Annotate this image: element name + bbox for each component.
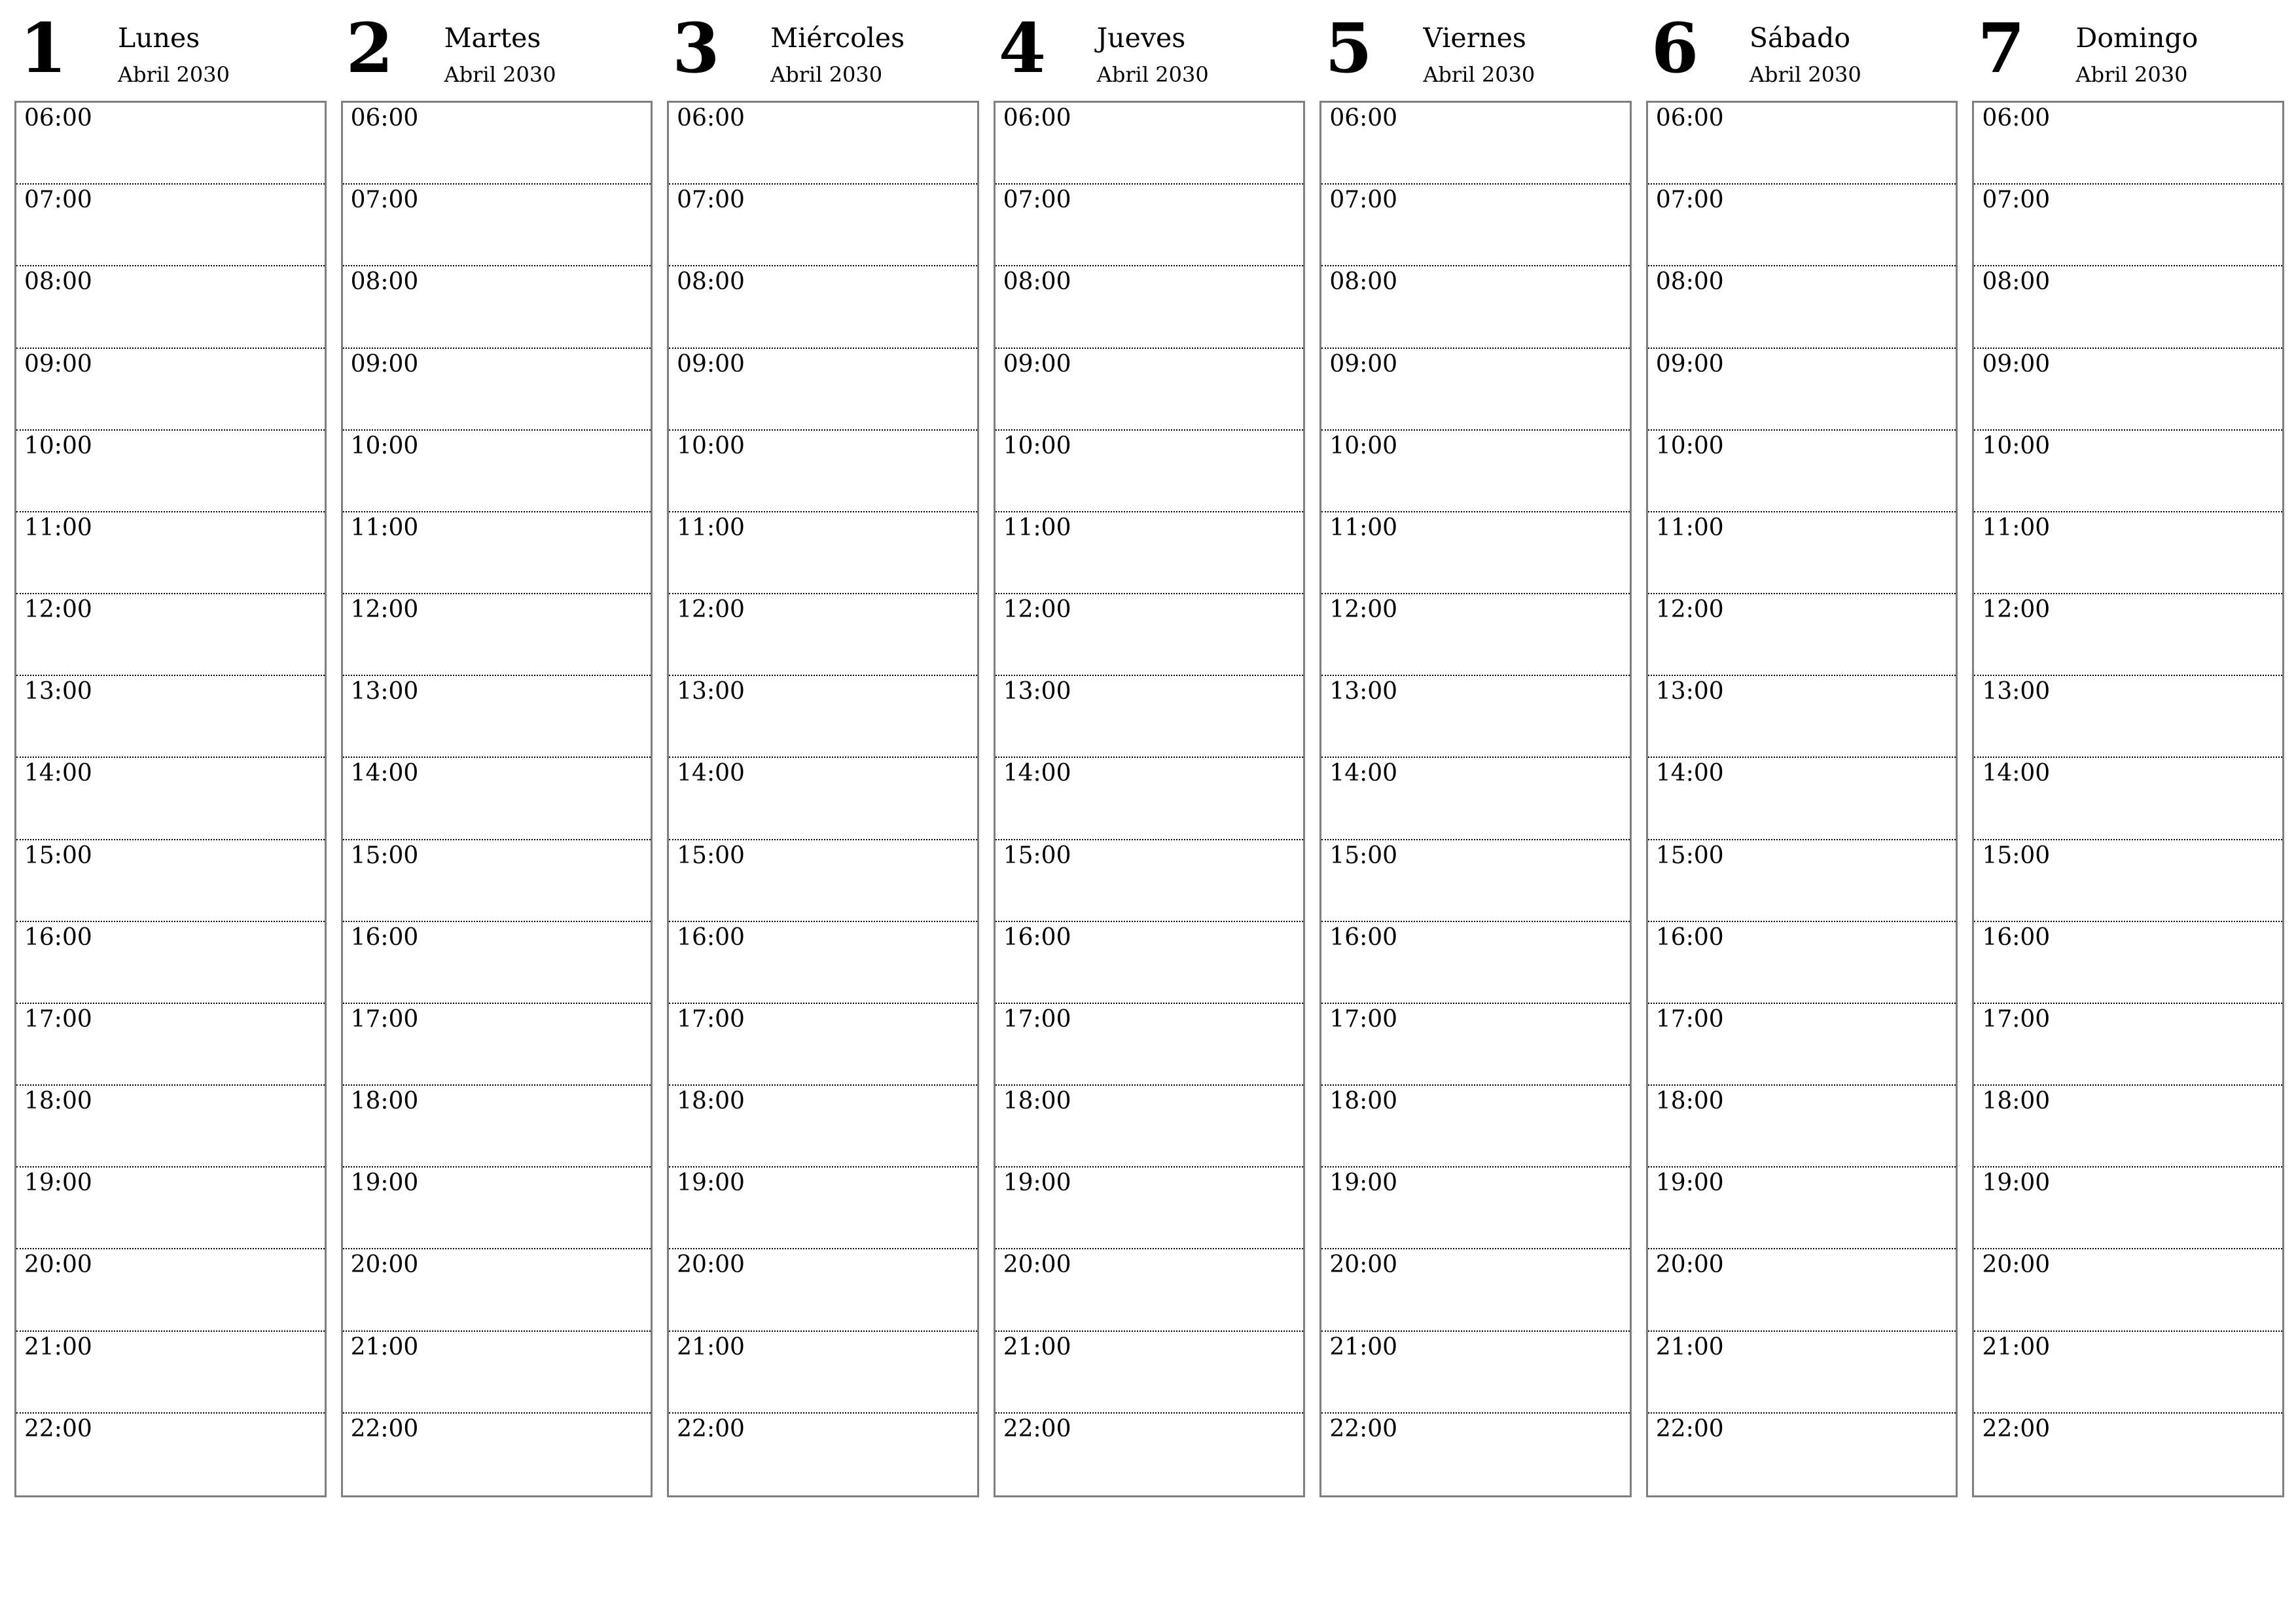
day-month: Abril 2030 [1423,62,1535,87]
hour-label: 07:00 [1329,187,1398,214]
hour-label: 17:00 [350,1005,419,1033]
hour-label: 21:00 [24,1333,92,1361]
hour-label: 09:00 [1003,350,1071,378]
hour-label: 22:00 [1003,1415,1071,1442]
hour-label: 09:00 [1982,350,2051,378]
day-column [1319,0,1632,1499]
hour-label: 12:00 [1982,596,2051,624]
hour-label: 11:00 [1982,514,2051,541]
hour-label: 12:00 [677,596,745,624]
day-number: 7 [1977,8,2025,88]
hour-slot[interactable] [1648,1086,1956,1168]
hour-slot[interactable] [669,594,977,676]
hour-label: 14:00 [350,760,419,787]
hour-slot[interactable] [996,185,1304,266]
hour-slot[interactable] [1321,266,1630,348]
hour-slot[interactable] [996,103,1304,185]
hour-label: 22:00 [24,1415,92,1442]
hour-label: 17:00 [1982,1005,2051,1033]
hour-slot[interactable] [16,676,325,758]
hour-slot[interactable] [1974,349,2282,431]
hour-label: 14:00 [1655,760,1724,787]
hour-slot[interactable] [669,1332,977,1414]
hour-label: 19:00 [1982,1169,2051,1197]
hour-label: 15:00 [24,842,92,869]
hour-slot[interactable] [343,185,651,266]
hour-slot[interactable] [1321,1332,1630,1414]
hour-label: 13:00 [350,678,419,705]
hour-label: 11:00 [350,514,419,541]
hour-slot[interactable] [16,266,325,348]
day-name: Miércoles [770,22,905,54]
day-month: Abril 2030 [2075,62,2188,87]
hour-label: 14:00 [24,760,92,787]
day-name: Martes [444,22,541,54]
hour-slot[interactable] [669,349,977,431]
hour-label: 22:00 [350,1415,419,1442]
hour-label: 19:00 [24,1169,92,1197]
hour-slot[interactable] [669,1249,977,1331]
hour-slot[interactable] [1321,594,1630,676]
hour-label: 18:00 [24,1088,92,1115]
hour-slots [667,101,979,1497]
hour-label: 15:00 [350,842,419,869]
hour-slot[interactable] [1321,758,1630,840]
hour-label: 20:00 [1655,1251,1724,1279]
hour-label: 18:00 [350,1088,419,1115]
hour-slot[interactable] [1974,1086,2282,1168]
hour-label: 15:00 [1003,842,1071,869]
day-name: Domingo [2075,22,2198,54]
hour-slot[interactable] [996,676,1304,758]
hour-slot[interactable] [669,266,977,348]
hour-slot[interactable] [1974,266,2282,348]
hour-label: 06:00 [1655,105,1724,132]
hour-label: 07:00 [24,187,92,214]
hour-slot[interactable] [669,1004,977,1086]
day-month: Abril 2030 [770,62,883,87]
hour-slot[interactable] [996,349,1304,431]
hour-slot[interactable] [669,185,977,266]
day-month: Abril 2030 [444,62,556,87]
hour-slot[interactable] [1974,512,2282,594]
hour-label: 22:00 [1655,1415,1724,1442]
hour-slot[interactable] [1648,840,1956,922]
hour-slots [14,101,327,1497]
day-column [341,0,653,1499]
hour-slot[interactable] [1974,1249,2282,1331]
hour-label: 12:00 [24,596,92,624]
hour-label: 17:00 [1329,1005,1398,1033]
hour-slot[interactable] [1321,103,1630,185]
day-number: 2 [346,8,393,88]
hour-slot[interactable] [1321,840,1630,922]
hour-slot[interactable] [1648,266,1956,348]
hour-label: 12:00 [1003,596,1071,624]
hour-label: 14:00 [1329,760,1398,787]
hour-slot[interactable] [1321,1004,1630,1086]
hour-label: 20:00 [677,1251,745,1279]
hour-label: 07:00 [350,187,419,214]
hour-label: 18:00 [1003,1088,1071,1115]
hour-slot[interactable] [343,266,651,348]
hour-slot[interactable] [16,431,325,512]
day-column [994,0,1306,1499]
hour-label: 10:00 [1329,432,1398,459]
hour-slot[interactable] [16,594,325,676]
hour-label: 16:00 [1329,923,1398,951]
hour-label: 21:00 [1655,1333,1724,1361]
hour-slot[interactable] [343,1249,651,1331]
hour-slot[interactable] [343,431,651,512]
hour-slot[interactable] [343,594,651,676]
hour-slot[interactable] [996,1414,1304,1495]
hour-label: 11:00 [1655,514,1724,541]
hour-label: 16:00 [677,923,745,951]
hour-label: 13:00 [1655,678,1724,705]
day-header [14,0,327,101]
hour-slot[interactable] [996,1004,1304,1086]
hour-slot[interactable] [996,266,1304,348]
hour-slot[interactable] [1321,349,1630,431]
hour-slot[interactable] [1648,185,1956,266]
hour-label: 18:00 [677,1088,745,1115]
hour-slot[interactable] [16,840,325,922]
hour-slot[interactable] [1648,1414,1956,1495]
hour-label: 18:00 [1655,1088,1724,1115]
hour-slot[interactable] [343,1168,651,1249]
hour-slot[interactable] [1974,1414,2282,1495]
hour-label: 19:00 [1655,1169,1724,1197]
hour-slot[interactable] [996,840,1304,922]
hour-label: 09:00 [677,350,745,378]
hour-label: 21:00 [1982,1333,2051,1361]
hour-slot[interactable] [669,922,977,1004]
hour-label: 16:00 [24,923,92,951]
hour-slot[interactable] [1974,185,2282,266]
hour-label: 09:00 [1329,350,1398,378]
hour-slot[interactable] [1648,594,1956,676]
hour-slot[interactable] [343,922,651,1004]
hour-label: 07:00 [1655,187,1724,214]
hour-label: 20:00 [24,1251,92,1279]
hour-slots [1646,101,1958,1497]
hour-slot[interactable] [1648,676,1956,758]
day-column [14,0,327,1499]
hour-label: 08:00 [1003,268,1071,296]
hour-label: 20:00 [1982,1251,2051,1279]
hour-slot[interactable] [1974,103,2282,185]
hour-slot[interactable] [996,1249,1304,1331]
hour-label: 18:00 [1982,1088,2051,1115]
hour-slot[interactable] [343,1086,651,1168]
hour-slot[interactable] [1974,676,2282,758]
hour-label: 10:00 [1003,432,1071,459]
hour-label: 15:00 [1982,842,2051,869]
day-header [341,0,653,101]
hour-label: 11:00 [1003,514,1071,541]
hour-label: 17:00 [1003,1005,1071,1033]
hour-slot[interactable] [669,512,977,594]
hour-label: 07:00 [1982,187,2051,214]
hour-slot[interactable] [1648,512,1956,594]
hour-label: 12:00 [1329,596,1398,624]
hour-slot[interactable] [996,594,1304,676]
hour-slot[interactable] [1974,431,2282,512]
day-month: Abril 2030 [1749,62,1861,87]
hour-slots [1972,101,2284,1497]
hour-slot[interactable] [16,1004,325,1086]
hour-label: 12:00 [350,596,419,624]
hour-slot[interactable] [1648,103,1956,185]
hour-slot[interactable] [669,431,977,512]
hour-label: 21:00 [1329,1333,1398,1361]
hour-label: 09:00 [24,350,92,378]
hour-label: 19:00 [350,1169,419,1197]
hour-slot[interactable] [343,103,651,185]
day-number: 3 [672,8,720,88]
hour-label: 18:00 [1329,1088,1398,1115]
hour-slots [341,101,653,1497]
hour-label: 21:00 [350,1333,419,1361]
hour-slot[interactable] [1648,1332,1956,1414]
day-name: Sábado [1749,22,1851,54]
hour-label: 06:00 [1003,105,1071,132]
hour-slot[interactable] [996,1168,1304,1249]
hour-label: 06:00 [677,105,745,132]
day-header [1319,0,1632,101]
day-number: 1 [20,8,67,88]
hour-slot[interactable] [343,512,651,594]
hour-label: 08:00 [24,268,92,296]
hour-label: 14:00 [1003,760,1071,787]
day-column [1972,0,2284,1499]
hour-slot[interactable] [669,103,977,185]
hour-slot[interactable] [343,840,651,922]
hour-label: 08:00 [1655,268,1724,296]
hour-label: 12:00 [1655,596,1724,624]
hour-slot[interactable] [1321,431,1630,512]
hour-slot[interactable] [1321,185,1630,266]
hour-label: 10:00 [1655,432,1724,459]
hour-slot[interactable] [996,1332,1304,1414]
hour-label: 13:00 [24,678,92,705]
hour-slot[interactable] [1648,431,1956,512]
hour-label: 20:00 [1003,1251,1071,1279]
hour-slot[interactable] [16,512,325,594]
hour-slot[interactable] [16,922,325,1004]
day-header [1646,0,1958,101]
hour-slot[interactable] [1974,758,2282,840]
hour-slot[interactable] [1648,922,1956,1004]
hour-label: 17:00 [677,1005,745,1033]
hour-slot[interactable] [669,1086,977,1168]
hour-slot[interactable] [1974,1332,2282,1414]
hour-label: 20:00 [350,1251,419,1279]
hour-label: 11:00 [677,514,745,541]
hour-label: 10:00 [677,432,745,459]
hour-slot[interactable] [1648,349,1956,431]
hour-label: 19:00 [1003,1169,1071,1197]
hour-slot[interactable] [1321,1168,1630,1249]
hour-label: 10:00 [350,432,419,459]
hour-slot[interactable] [1648,1168,1956,1249]
hour-slot[interactable] [996,431,1304,512]
hour-label: 19:00 [1329,1169,1398,1197]
hour-slot[interactable] [343,1414,651,1495]
hour-label: 09:00 [350,350,419,378]
hour-slot[interactable] [996,1086,1304,1168]
hour-label: 14:00 [677,760,745,787]
hour-slot[interactable] [1648,1004,1956,1086]
hour-slot[interactable] [16,1086,325,1168]
hour-label: 08:00 [1982,268,2051,296]
hour-label: 10:00 [24,432,92,459]
hour-label: 16:00 [350,923,419,951]
weekly-planner [14,0,2284,1499]
day-name: Viernes [1423,22,1526,54]
hour-label: 14:00 [1982,760,2051,787]
hour-label: 10:00 [1982,432,2051,459]
hour-slot[interactable] [669,676,977,758]
hour-label: 22:00 [677,1415,745,1442]
hour-slots [1319,101,1632,1497]
hour-label: 22:00 [1982,1415,2051,1442]
hour-label: 16:00 [1655,923,1724,951]
hour-label: 16:00 [1982,923,2051,951]
day-header [994,0,1306,101]
hour-slot[interactable] [996,758,1304,840]
hour-slot[interactable] [1321,676,1630,758]
hour-slot[interactable] [16,103,325,185]
hour-label: 06:00 [24,105,92,132]
hour-slot[interactable] [1321,922,1630,1004]
day-name: Jueves [1096,22,1186,54]
hour-label: 06:00 [1329,105,1398,132]
hour-label: 06:00 [350,105,419,132]
hour-label: 09:00 [1655,350,1724,378]
day-number: 4 [998,8,1047,88]
hour-slot[interactable] [1974,1004,2282,1086]
hour-label: 08:00 [350,268,419,296]
hour-slot[interactable] [1974,922,2282,1004]
hour-slot[interactable] [343,676,651,758]
hour-slot[interactable] [996,512,1304,594]
hour-slots [994,101,1306,1497]
hour-label: 11:00 [1329,514,1398,541]
hour-label: 07:00 [1003,187,1071,214]
hour-label: 19:00 [677,1169,745,1197]
hour-slot[interactable] [1321,1086,1630,1168]
hour-label: 07:00 [677,187,745,214]
hour-slot[interactable] [1974,840,2282,922]
hour-slot[interactable] [16,758,325,840]
hour-slot[interactable] [669,758,977,840]
hour-label: 13:00 [677,678,745,705]
hour-slot[interactable] [16,1249,325,1331]
hour-slot[interactable] [1648,1249,1956,1331]
hour-label: 17:00 [24,1005,92,1033]
hour-slot[interactable] [669,1414,977,1495]
day-name: Lunes [118,22,200,54]
hour-label: 22:00 [1329,1415,1398,1442]
hour-slot[interactable] [669,840,977,922]
hour-slot[interactable] [343,1332,651,1414]
day-column [667,0,979,1499]
hour-slot[interactable] [1321,512,1630,594]
hour-label: 21:00 [1003,1333,1071,1361]
hour-label: 20:00 [1329,1251,1398,1279]
hour-slot[interactable] [16,349,325,431]
hour-label: 15:00 [1655,842,1724,869]
hour-slot[interactable] [1974,1168,2282,1249]
hour-label: 06:00 [1982,105,2051,132]
hour-label: 11:00 [24,514,92,541]
hour-label: 13:00 [1329,678,1398,705]
day-month: Abril 2030 [118,62,230,87]
hour-slot[interactable] [1648,758,1956,840]
day-month: Abril 2030 [1096,62,1209,87]
day-header [667,0,979,101]
hour-slot[interactable] [16,1168,325,1249]
hour-slot[interactable] [16,185,325,266]
day-header [1972,0,2284,101]
hour-slot[interactable] [343,758,651,840]
hour-label: 21:00 [677,1333,745,1361]
day-number: 5 [1325,8,1372,88]
hour-label: 15:00 [677,842,745,869]
hour-label: 08:00 [677,268,745,296]
hour-label: 13:00 [1982,678,2051,705]
hour-slot[interactable] [1974,594,2282,676]
hour-slot[interactable] [343,349,651,431]
hour-label: 16:00 [1003,923,1071,951]
day-column [1646,0,1958,1499]
hour-slot[interactable] [996,922,1304,1004]
hour-label: 15:00 [1329,842,1398,869]
hour-label: 13:00 [1003,678,1071,705]
hour-slot[interactable] [669,1168,977,1249]
hour-slot[interactable] [343,1004,651,1086]
hour-slot[interactable] [1321,1249,1630,1331]
hour-label: 17:00 [1655,1005,1724,1033]
hour-slot[interactable] [16,1332,325,1414]
hour-label: 08:00 [1329,268,1398,296]
day-number: 6 [1651,8,1699,88]
hour-slot[interactable] [1321,1414,1630,1495]
hour-slot[interactable] [16,1414,325,1495]
